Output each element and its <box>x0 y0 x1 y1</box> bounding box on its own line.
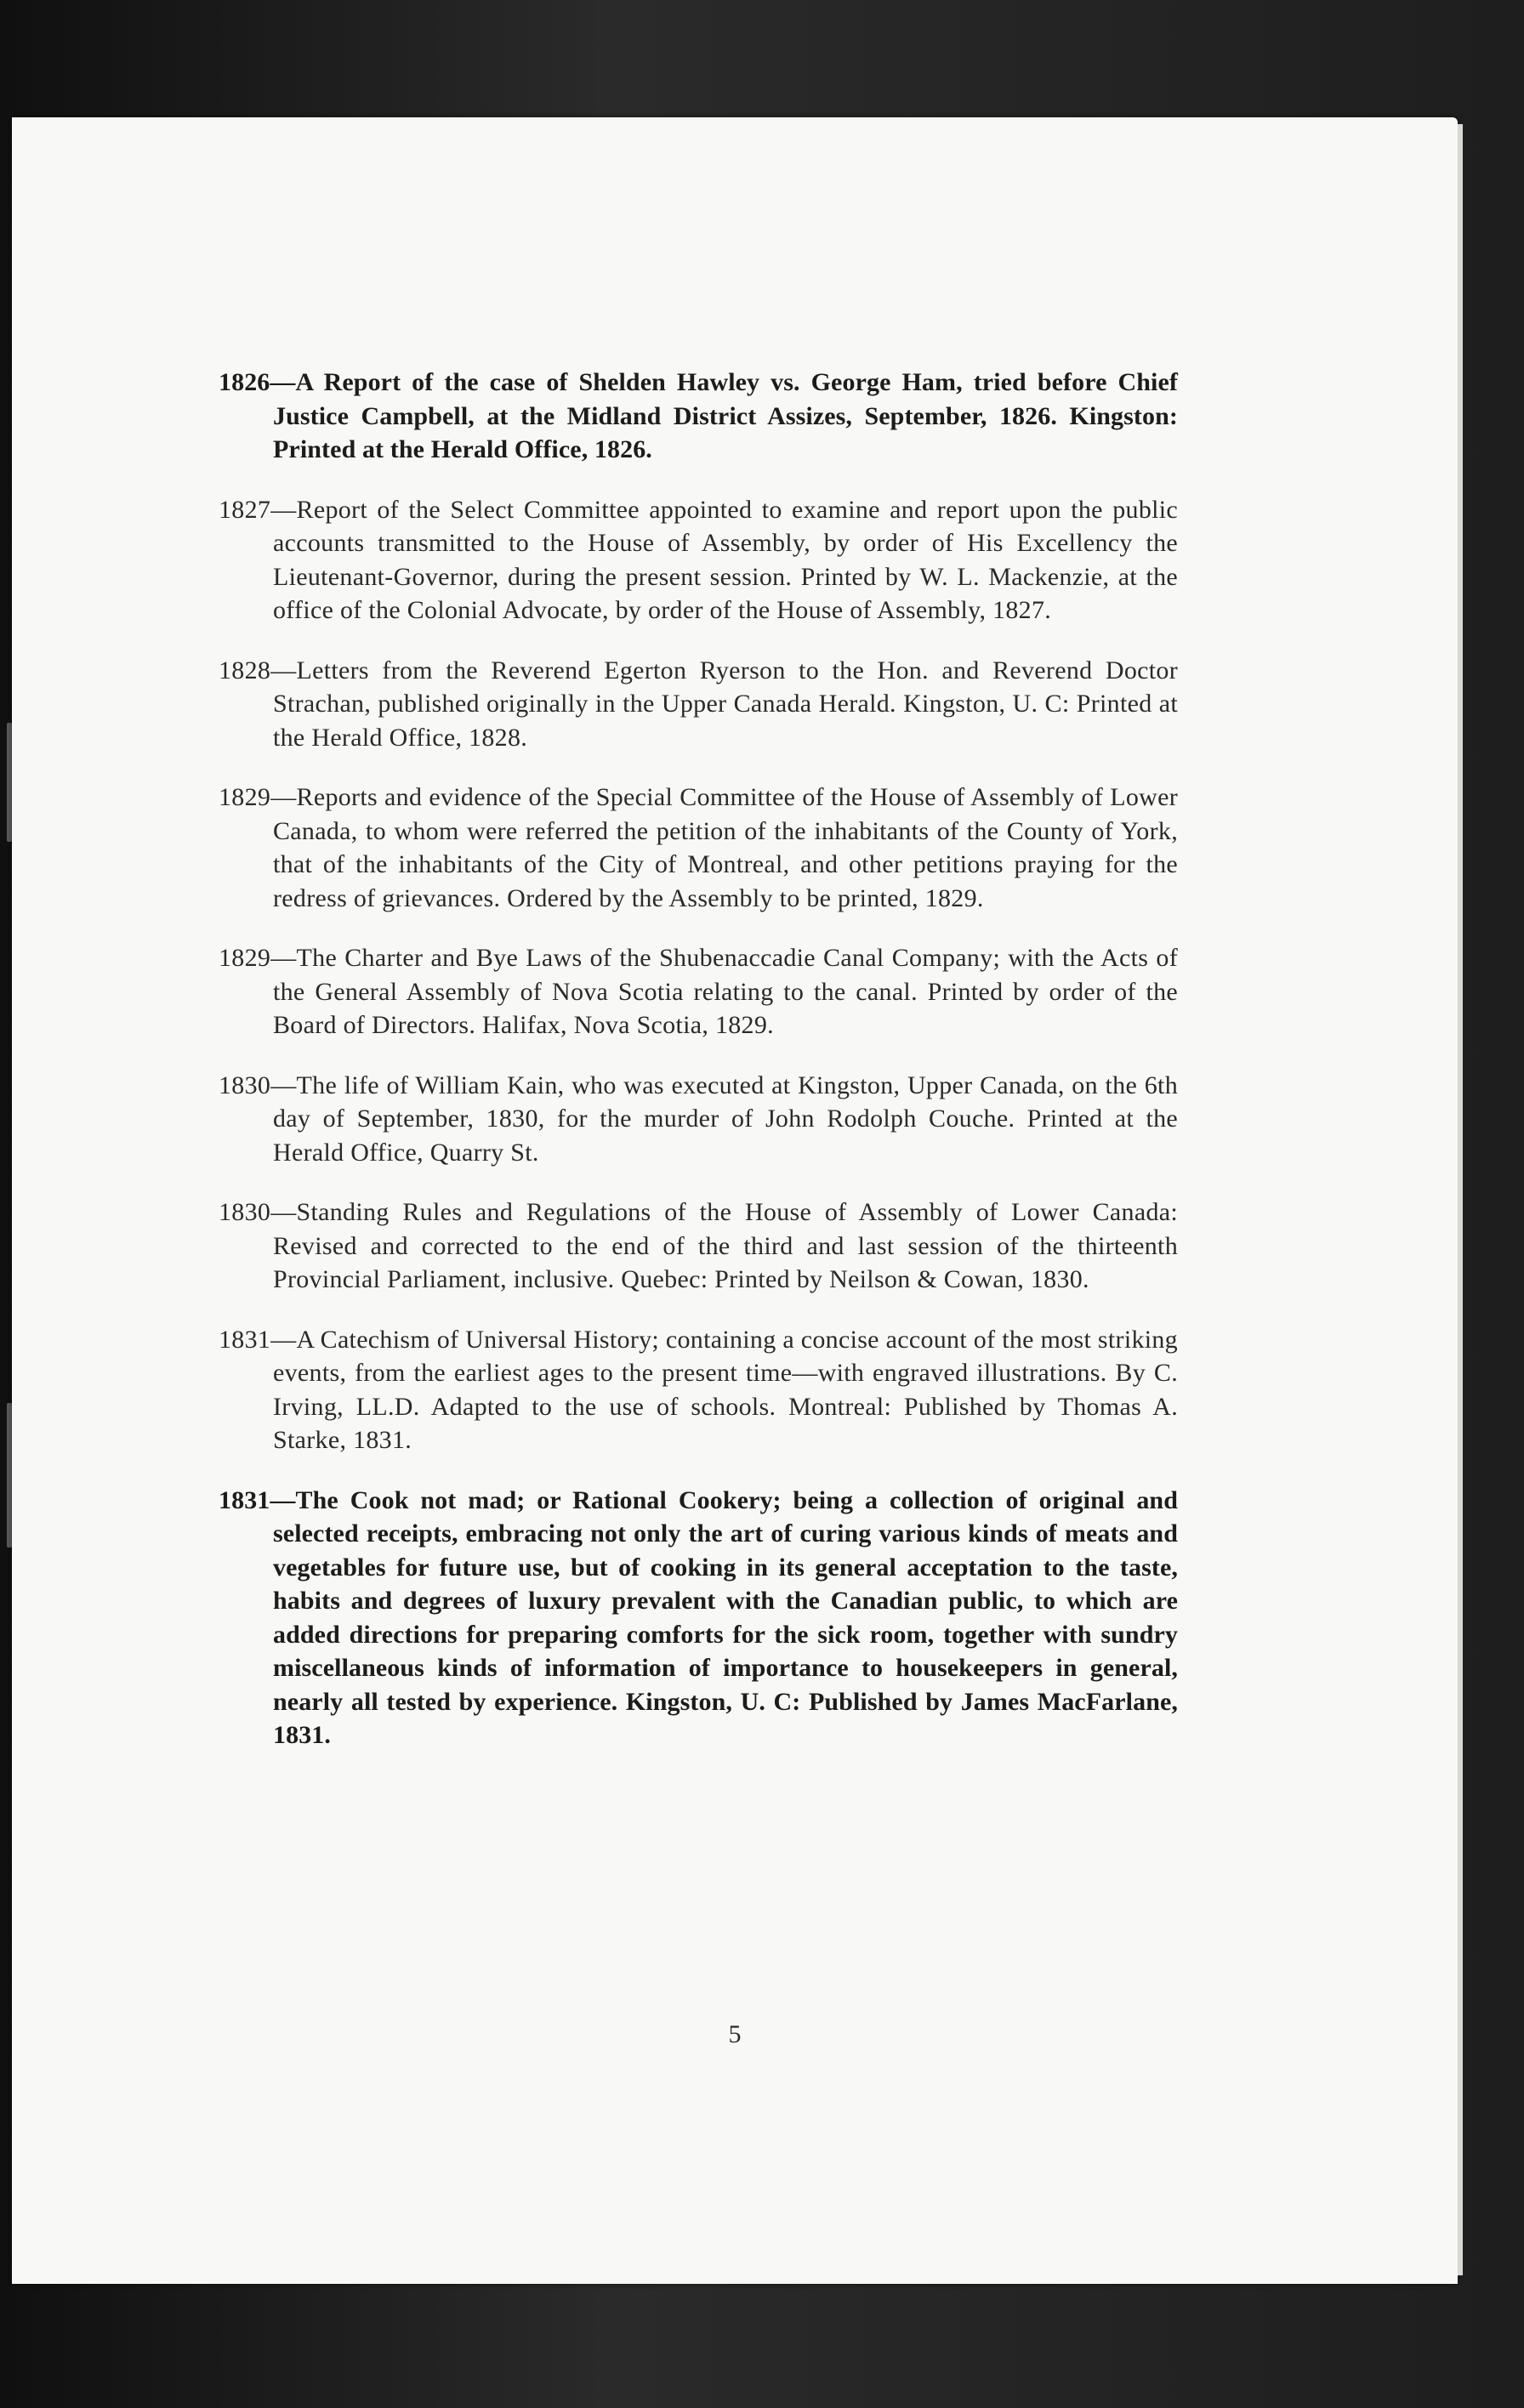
bibliography-entry <box>219 781 1178 915</box>
document-page <box>12 117 1458 2284</box>
entry-separator: — <box>270 1198 297 1226</box>
entry-text: The Charter and Bye Laws of the Shubenaccadie Canal Company; with the Acts of the General Assembly of Nova Scotia relating to the canal. Printed by order of the Board of Directors. Halifax, Nova Scotia, 1829. <box>273 944 1178 1039</box>
bibliography-entry <box>219 366 1178 467</box>
entry-separator: — <box>270 495 297 524</box>
entry-year: 1830 <box>219 1071 271 1099</box>
entry-text: The life of William Kain, who was executed at Kingston, Upper Canada, on the 6th day of September, 1830, for the murder of John Rodolph Couche. Printed at the Herald Office, Quarry St. <box>273 1071 1178 1167</box>
bibliography-entry <box>219 1069 1178 1170</box>
entry-year: 1826 <box>219 368 270 396</box>
entry-separator: — <box>270 1325 297 1354</box>
entry-separator: — <box>270 944 297 972</box>
entry-text: A Catechism of Universal History; containing a concise account of the most striking events, from the earliest ages to the present time—with engraved illustrations. By C. Irving, LL.D. Adapted to the use of schools. Montreal: Published by Thomas A. Starke, 1831. <box>273 1325 1178 1454</box>
entry-text: Reports and evidence of the Special Committee of the House of Assembly of Lower Canada, to whom were referred the petition of the inhabitants of the County of York, that of the inhabitants of the City of Montreal, and other petitions praying for the redress of grievances. Ordered by the Assembly to be printed, 1829. <box>273 783 1178 912</box>
entry-separator: — <box>270 1485 296 1514</box>
entry-year: 1831 <box>219 1325 271 1354</box>
entry-separator: — <box>270 1071 297 1099</box>
entry-year: 1829 <box>219 944 271 972</box>
entry-separator: — <box>270 783 297 811</box>
entry-year: 1827 <box>219 495 271 524</box>
entry-text: Letters from the Reverend Egerton Ryerson to the Hon. and Reverend Doctor Strachan, published originally in the Upper Canada Herald. Kingston, U. C: Printed at the Herald Office, 1828. <box>273 656 1178 752</box>
page-number: 5 <box>728 2020 742 2048</box>
entry-year: 1831 <box>219 1485 270 1514</box>
bibliography-entry <box>219 654 1178 755</box>
entry-text: A Report of the case of Shelden Hawley vs. George Ham, tried before Chief Justice Campbell, at the Midland District Assizes, September, 1826. Kingston: Printed at the Herald Office, 1826. <box>273 368 1178 463</box>
bibliography-entry <box>219 1484 1178 1752</box>
entry-year: 1828 <box>219 656 271 684</box>
bibliography-entry <box>219 493 1178 628</box>
entry-year: 1830 <box>219 1198 271 1226</box>
page-edge <box>1458 124 1463 2275</box>
entry-year: 1829 <box>219 783 271 811</box>
entry-separator: — <box>270 656 297 684</box>
entry-text: The Cook not mad; or Rational Cookery; being a collection of original and selected receipts, embracing not only the art of curing various kinds of meats and vegetables for future use, but of cooking in its general acceptation to the taste, habits and degrees of luxury prevalent with the Canadian public, to which are added directions for preparing comforts for the sick room, together with sundry miscellaneous kinds of information of importance to housekeepers in general, nearly all tested by experience. Kingston, U. C: Published by James MacFarlane, 1831. <box>273 1485 1178 1749</box>
entry-text: Report of the Select Committee appointed to examine and report upon the public accounts transmitted to the House of Assembly, by order of His Excellency the Lieutenant-Governor, during the present session. Printed by W. L. Mackenzie, at the office of the Colonial Advocate, by order of the House of Assembly, 1827. <box>273 495 1178 624</box>
bibliography-list <box>219 340 1178 1779</box>
bibliography-entry <box>219 941 1178 1042</box>
entry-text: Standing Rules and Regulations of the House of Assembly of Lower Canada: Revised and corrected to the end of the third and last session of the thirteenth Provincial Parliament, inclusive. Quebec: Printed by Neilson & Cowan, 1830. <box>273 1198 1178 1293</box>
bibliography-entry <box>219 1323 1178 1457</box>
entry-separator: — <box>270 368 296 396</box>
bibliography-entry <box>219 1195 1178 1297</box>
